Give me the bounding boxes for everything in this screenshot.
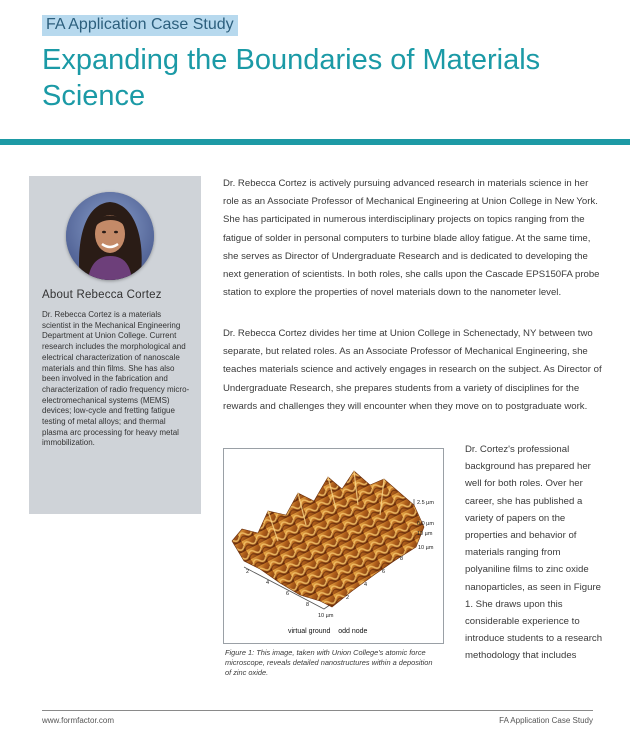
portrait-illustration bbox=[66, 192, 154, 280]
body-paragraph-1: Dr. Rebecca Cortez is actively pursuing advanced research in materials science in her role as an Associate Professor of Mechanical Engineering at Union College in New York. She has participated in numerous interdisciplinary projects on topics ranging from the fatigue of solder in personal computers to turbine blade alloy fatigue. At the same time, she serves as Director of Undergraduate Research and is dedicated to developing the next generation of scientists. In both roles, she calls upon the Cascade EPS150FA probe station to explore the properties of novel materials down to the nanometer level. bbox=[223, 178, 600, 299]
z-tick-bottom: 10 µm bbox=[417, 531, 433, 537]
footer-divider bbox=[42, 710, 593, 711]
right-tick-8: 8 bbox=[400, 556, 404, 562]
footer-website: www.formfactor.com bbox=[42, 716, 115, 725]
right-tick-2: 2 bbox=[346, 595, 350, 601]
afm-surface-plot bbox=[224, 449, 443, 643]
right-tick-4: 4 bbox=[364, 582, 368, 588]
figure-caption: Figure 1: This image, taken with Union College's atomic force microscope, reveals detailed nanostructures within a deposition of zinc oxide. bbox=[225, 648, 433, 677]
figure-inner-label: virtual ground odd node bbox=[288, 628, 368, 635]
document-title: Expanding the Boundaries of Materials Science bbox=[42, 44, 541, 112]
body-paragraph-2: Dr. Rebecca Cortez divides her time at Union College in Schenectady, NY between two separate, but related roles. As an Associate Professor of Mechanical Engineering, she teaches materials science and actively engages in research on the subject. As Director of Undergraduate Research, she prepares students from a variety of disciplines for the rewards and challenges they will encounter when they move on to postgraduate work. bbox=[223, 328, 602, 412]
z-tick-top: 2.5 µm bbox=[417, 500, 434, 506]
body-paragraph-3: Dr. Cortez's professional background has prepared her well for both roles. Over her career, she has published a variety of papers on the properties and behavior of materials ranging from polyaniline films to zinc oxide nanoparticles, as seen in Figure 1. She draws upon this considerable experience to introduce students to a research methodology that includes bbox=[465, 444, 603, 662]
author-photo bbox=[66, 192, 154, 280]
right-tick-6: 6 bbox=[382, 569, 386, 575]
bottom-axis-label: 10 µm bbox=[318, 613, 334, 619]
document-kicker: FA Application Case Study bbox=[42, 15, 238, 36]
header-divider bbox=[0, 139, 630, 145]
z-tick-mid: 0.0 µm bbox=[417, 521, 434, 527]
about-bio: Dr. Rebecca Cortez is a materials scientist in the Mechanical Engineering Department at Union College. Current research includes the morphological and electrical characterization of nanoscale materials and thin films. She has also been involved in the fabrication and characterization of radio frequency micro-electromechanical systems (MEMS) devices; low-cycle and fretting fatigue testing of metal alloys; and thermal plasma arc processing for heavy metal immobilization. bbox=[42, 310, 190, 448]
about-heading: About Rebecca Cortez bbox=[42, 289, 162, 301]
footer-doc-label: FA Application Case Study bbox=[499, 716, 593, 725]
left-tick-8: 8 bbox=[306, 602, 310, 608]
right-axis-label: 10 µm bbox=[418, 545, 434, 551]
left-tick-6: 6 bbox=[286, 591, 290, 597]
left-tick-2: 2 bbox=[246, 569, 250, 575]
figure-afm-image bbox=[223, 448, 444, 644]
left-tick-4: 4 bbox=[266, 580, 270, 586]
